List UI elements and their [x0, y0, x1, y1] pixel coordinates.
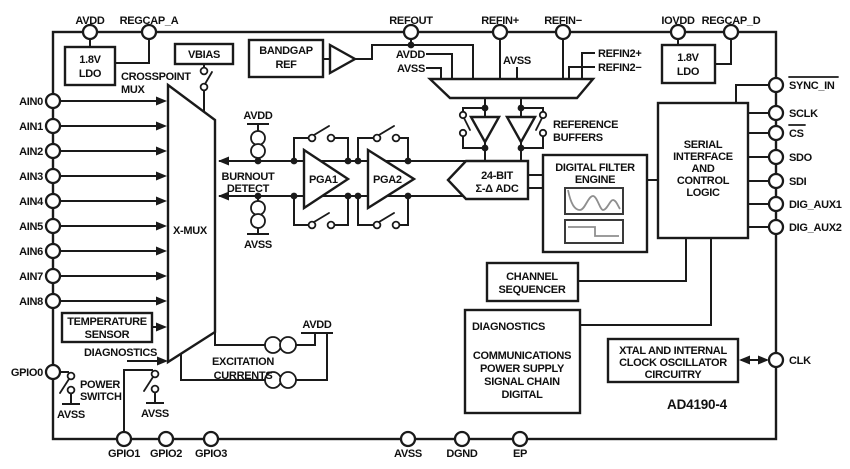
diag-title: DIAGNOSTICS — [472, 321, 546, 333]
gpio1-switch-avss-label: AVSS — [141, 408, 169, 420]
xmux-block — [168, 85, 215, 362]
serial-label-1: SERIAL — [683, 139, 723, 151]
pin-ain2 — [46, 144, 60, 158]
diag-line-3: SIGNAL CHAIN — [484, 376, 560, 388]
pin-sdo — [769, 150, 783, 164]
power-switch-avss-label: AVSS — [57, 409, 85, 421]
burnout-avss-label: AVSS — [244, 239, 272, 251]
crosspoint-label-1: CROSSPOINT — [121, 71, 191, 83]
pin-refin-plus — [493, 25, 507, 39]
pin-refin-minus — [556, 25, 570, 39]
pin-label-gpio1: GPIO1 — [107, 448, 141, 460]
pin-label-ain2: AIN2 — [19, 146, 43, 158]
temp-label-2: SENSOR — [84, 329, 130, 341]
pin-gpio2 — [159, 432, 173, 446]
pga2-label: PGA2 — [373, 174, 402, 186]
diag-line-1: COMMUNICATIONS — [472, 350, 572, 362]
pin-label-avdd: AVDD — [75, 15, 105, 27]
refin2-minus-label: REFIN2− — [598, 62, 642, 74]
pin-label-dig-aux1: DIG_AUX1 — [789, 199, 842, 211]
pin-ain0 — [46, 94, 60, 108]
adc-label-1: 24-BIT — [481, 170, 513, 182]
pin-ain4 — [46, 194, 60, 208]
power-switch-label-1: POWER — [80, 379, 121, 391]
refmux-avss-label: AVSS — [397, 63, 425, 75]
pin-label-refout: REFOUT — [389, 15, 433, 27]
pin-sclk — [769, 106, 783, 120]
pin-label-refin-minus: REFIN− — [544, 15, 582, 27]
xtal-label-3: CIRCUITRY — [644, 369, 702, 381]
pin-label-refin-plus: REFIN+ — [481, 15, 519, 27]
vbias-label: VBIAS — [187, 49, 221, 61]
pin-label-ain1: AIN1 — [19, 121, 43, 133]
pin-label-gpio3: GPIO3 — [194, 448, 228, 460]
filter-label-2: ENGINE — [574, 174, 616, 186]
pin-label-sync-in: SYNC_IN — [789, 80, 835, 92]
pin-label-iovdd: IOVDD — [661, 15, 695, 27]
pin-label-regcap-a: REGCAP_A — [119, 15, 179, 27]
pin-ain3 — [46, 169, 60, 183]
pin-ain7 — [46, 269, 60, 283]
pin-label-ain3: AIN3 — [19, 171, 43, 183]
pin-avdd — [83, 25, 97, 39]
bandgap-label-1: BANDGAP — [259, 45, 313, 57]
serial-label-3: AND — [691, 163, 715, 175]
pin-label-sclk: SCLK — [789, 108, 818, 120]
chanseq-label-1: CHANNEL — [506, 271, 558, 283]
pin-cs — [769, 126, 783, 140]
bandgap-label-2: REF — [275, 59, 297, 71]
pin-label-sdo: SDO — [789, 152, 812, 164]
pin-label-dgnd: DGND — [446, 448, 478, 460]
burnout-avdd-label: AVDD — [243, 110, 273, 122]
burnout-label-2: DETECT — [226, 183, 270, 195]
power-switch-label-2: SWITCH — [80, 391, 122, 403]
pin-regcap-d — [724, 25, 738, 39]
pin-gpio3 — [204, 432, 218, 446]
refbuf-label-2: BUFFERS — [553, 132, 603, 144]
pin-regcap-a — [142, 25, 156, 39]
ldo-a-label-2: LDO — [78, 68, 102, 80]
pin-dgnd — [455, 432, 469, 446]
ldo-d-label-1: 1.8V — [677, 52, 699, 64]
pin-label-sdi: SDI — [789, 176, 807, 188]
pin-label-ain7: AIN7 — [19, 271, 43, 283]
pin-label-clk: CLK — [789, 355, 811, 367]
pin-label-gpio2: GPIO2 — [149, 448, 183, 460]
pin-label-cs: CS — [789, 128, 804, 140]
temp-label-1: TEMPERATURE — [67, 316, 147, 328]
ldo-a-label-1: 1.8V — [79, 54, 101, 66]
pin-avss — [401, 432, 415, 446]
pin-label-ep: EP — [512, 448, 528, 460]
pin-label-ain4: AIN4 — [19, 196, 43, 208]
serial-label-4: CONTROL — [676, 175, 730, 187]
crosspoint-label-2: MUX — [121, 84, 145, 96]
pin-label-avss: AVSS — [394, 448, 422, 460]
pin-gpio1 — [117, 432, 131, 446]
diag-line-2: POWER SUPPLY — [479, 363, 565, 375]
pin-label-ain6: AIN6 — [19, 246, 43, 258]
excitation-label-1: EXCITATION — [212, 356, 274, 368]
pin-ain6 — [46, 244, 60, 258]
filter-label-1: DIGITAL FILTER — [555, 162, 635, 174]
adc-label-2: Σ-Δ ADC — [475, 183, 519, 195]
pin-ep — [513, 432, 527, 446]
excitation-label-2: CURRENTS — [213, 370, 273, 382]
pin-label-ain5: AIN5 — [19, 221, 43, 233]
xtal-label-1: XTAL AND INTERNAL — [619, 345, 727, 357]
pin-ain1 — [46, 119, 60, 133]
burnout-label-1: BURNOUT — [221, 171, 275, 183]
refmux-avss-mid-label: AVSS — [503, 55, 531, 67]
pin-dig-aux2 — [769, 220, 783, 234]
pin-label-ain0: AIN0 — [19, 96, 43, 108]
serial-label-2: INTERFACE — [673, 151, 733, 163]
diag-line-4: DIGITAL — [501, 389, 543, 401]
pin-label-gpio0: GPIO0 — [10, 367, 43, 379]
step-response-icon — [565, 220, 623, 243]
excitation-avdd-label: AVDD — [302, 319, 332, 331]
refin2-plus-label: REFIN2+ — [598, 48, 642, 60]
pin-label-regcap-d: REGCAP_D — [701, 15, 761, 27]
pin-sdi — [769, 174, 783, 188]
diagnostics-input-label: DIAGNOSTICS — [84, 347, 158, 359]
pin-refout — [404, 25, 418, 39]
xmux-label: X-MUX — [173, 225, 207, 237]
pin-label-dig-aux2: DIG_AUX2 — [789, 222, 842, 234]
ldo-d-label-2: LDO — [676, 66, 700, 78]
part-number-label: AD4190-4 — [667, 397, 727, 412]
pin-ain8 — [46, 294, 60, 308]
pin-dig-aux1 — [769, 197, 783, 211]
pin-iovdd — [671, 25, 685, 39]
serial-label-5: LOGIC — [686, 187, 720, 199]
chanseq-label-2: SEQUENCER — [498, 284, 566, 296]
pga1-label: PGA1 — [309, 174, 338, 186]
pin-clk — [769, 353, 783, 367]
xtal-label-2: CLOCK OSCILLATOR — [619, 357, 727, 369]
pin-gpio0 — [46, 365, 60, 379]
reference-mux-trapezoid — [430, 79, 593, 98]
pin-ain5 — [46, 219, 60, 233]
pin-label-ain8: AIN8 — [19, 296, 43, 308]
pin-sync-in — [769, 78, 783, 92]
refmux-avdd-label: AVDD — [395, 49, 425, 61]
refbuf-label-1: REFERENCE — [553, 119, 619, 131]
